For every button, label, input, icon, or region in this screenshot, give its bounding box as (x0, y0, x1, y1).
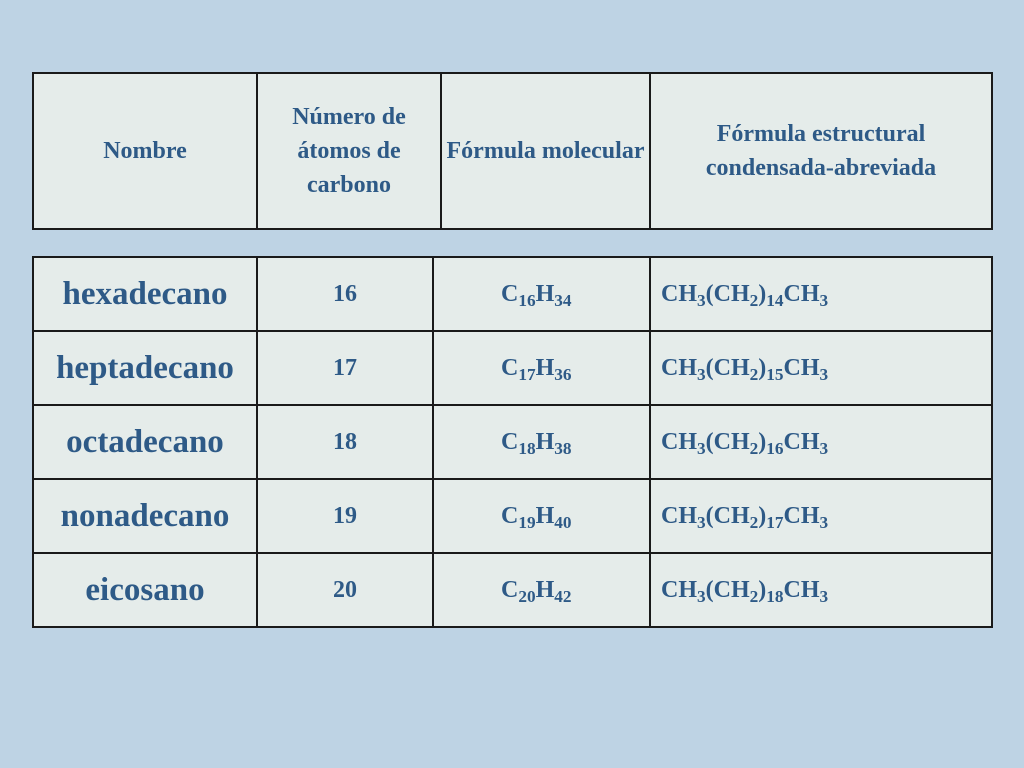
header-carbons: Número de átomos de carbono (257, 73, 441, 229)
header-row (33, 73, 992, 229)
formula-ch: CH (661, 354, 697, 381)
formula-sub-three: 3 (697, 438, 706, 458)
formula-sub-three: 3 (697, 364, 706, 384)
formula-c: C (501, 354, 519, 381)
formula-chain-count: 17 (766, 512, 784, 532)
formula-sub-two: 2 (749, 290, 759, 310)
carbon-count: 16 (257, 257, 433, 331)
formula-ch: CH (661, 280, 697, 307)
carbon-count: 18 (257, 405, 433, 479)
formula-open-ch: (CH (705, 280, 750, 307)
formula-h-count: 40 (554, 512, 572, 532)
structural-formula (650, 257, 992, 331)
formula-sub-three-end: 3 (819, 364, 829, 384)
header-table (32, 72, 993, 230)
formula-chain-count: 18 (766, 586, 784, 606)
header-molecular: Fórmula molecular (441, 73, 650, 229)
molecular-formula (433, 257, 650, 331)
formula-sub-two: 2 (749, 586, 759, 606)
structural-formula (650, 479, 992, 553)
structural-formula (650, 553, 992, 627)
formula-sub-two: 2 (749, 438, 759, 458)
formula-close: ) (758, 576, 767, 603)
molecular-formula (433, 331, 650, 405)
formula-c: C (501, 502, 519, 529)
formula-close: ) (758, 428, 767, 455)
table-row (33, 405, 992, 479)
formula-c-count: 19 (518, 512, 536, 532)
carbon-count: 20 (257, 553, 433, 627)
formula-ch: CH (661, 428, 697, 455)
header-structural: Fórmula estructural condensada-abreviada (650, 73, 992, 229)
formula-h-count: 38 (554, 438, 572, 458)
formula-c-count: 16 (518, 290, 536, 310)
formula-sub-three-end: 3 (819, 290, 829, 310)
alkane-name: eicosano (33, 553, 257, 627)
table-row (33, 479, 992, 553)
formula-h-count: 42 (554, 586, 572, 606)
formula-ch-end: CH (783, 428, 820, 455)
formula-close: ) (758, 280, 767, 307)
formula-sub-two: 2 (749, 512, 759, 532)
formula-ch: CH (661, 576, 697, 603)
formula-c: C (501, 280, 519, 307)
carbon-count: 19 (257, 479, 433, 553)
formula-ch-end: CH (783, 280, 820, 307)
formula-c: C (501, 576, 519, 603)
molecular-formula (433, 479, 650, 553)
formula-sub-three-end: 3 (819, 512, 829, 532)
formula-h-count: 34 (554, 290, 572, 310)
formula-ch-end: CH (783, 502, 820, 529)
formula-c: C (501, 428, 519, 455)
formula-ch: CH (661, 502, 697, 529)
formula-ch-end: CH (783, 576, 820, 603)
formula-chain-count: 14 (766, 290, 784, 310)
alkane-name: heptadecano (33, 331, 257, 405)
alkane-name: nonadecano (33, 479, 257, 553)
formula-sub-three: 3 (697, 290, 706, 310)
carbon-count: 17 (257, 331, 433, 405)
formula-chain-count: 15 (766, 364, 784, 384)
formula-c-count: 17 (518, 364, 536, 384)
formula-chain-count: 16 (766, 438, 784, 458)
molecular-formula (433, 553, 650, 627)
alkane-table (32, 256, 993, 628)
formula-h: H (535, 280, 555, 307)
alkane-name: octadecano (33, 405, 257, 479)
formula-close: ) (758, 354, 767, 381)
formula-sub-two: 2 (749, 364, 759, 384)
formula-sub-three-end: 3 (819, 438, 829, 458)
structural-formula (650, 331, 992, 405)
formula-close: ) (758, 502, 767, 529)
table-row (33, 257, 992, 331)
formula-c-count: 18 (518, 438, 536, 458)
formula-h-count: 36 (554, 364, 572, 384)
formula-c-count: 20 (518, 586, 536, 606)
molecular-formula (433, 405, 650, 479)
formula-h: H (535, 576, 555, 603)
table-row (33, 331, 992, 405)
formula-sub-three-end: 3 (819, 586, 829, 606)
structural-formula (650, 405, 992, 479)
formula-open-ch: (CH (705, 502, 750, 529)
formula-open-ch: (CH (705, 428, 750, 455)
formula-ch-end: CH (783, 354, 820, 381)
header-name: Nombre (33, 73, 257, 229)
formula-open-ch: (CH (705, 576, 750, 603)
formula-h: H (535, 502, 555, 529)
formula-sub-three: 3 (697, 586, 706, 606)
formula-h: H (535, 354, 555, 381)
formula-sub-three: 3 (697, 512, 706, 532)
table-row (33, 553, 992, 627)
formula-h: H (535, 428, 555, 455)
formula-open-ch: (CH (705, 354, 750, 381)
alkane-name: hexadecano (33, 257, 257, 331)
